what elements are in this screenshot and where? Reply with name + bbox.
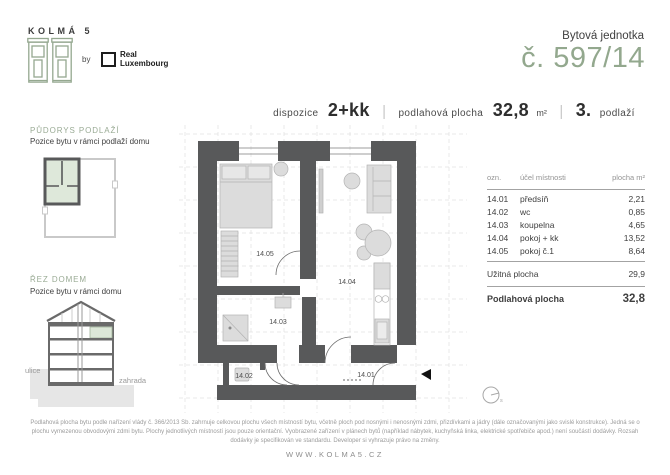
rl-name bbox=[120, 51, 168, 68]
rl-name-line2: Luxembourg bbox=[120, 58, 169, 68]
real-luxembourg-logo bbox=[101, 51, 168, 68]
room-label-1404: 14.04 bbox=[338, 279, 356, 286]
total-area-label: Podlahová plocha bbox=[487, 294, 565, 304]
room-purpose: koupelna bbox=[520, 220, 555, 230]
room-label-1405: 14.05 bbox=[256, 251, 274, 258]
plocha-unit: m² bbox=[536, 108, 547, 118]
usable-area-label: Užitná plocha bbox=[487, 269, 539, 279]
room-purpose: pokoj + kk bbox=[520, 233, 559, 243]
bathroom-sink bbox=[275, 293, 291, 308]
unit-type-label: Bytová jednotka bbox=[562, 30, 644, 42]
sofa bbox=[367, 165, 391, 213]
rl-square-icon bbox=[101, 52, 116, 67]
table-divider bbox=[487, 261, 645, 262]
room-purpose: pokoj č.1 bbox=[520, 246, 555, 256]
separator: | bbox=[559, 103, 564, 120]
table-row bbox=[487, 193, 645, 206]
dispozice-label: dispozice bbox=[273, 108, 319, 119]
room-purpose: wc bbox=[520, 207, 531, 217]
ottoman bbox=[274, 162, 288, 176]
col-code: ozn. bbox=[487, 173, 502, 182]
total-area-row bbox=[487, 290, 645, 305]
room-label-1402: 14.02 bbox=[235, 373, 253, 380]
unit-number: č. 597/14 bbox=[521, 42, 645, 74]
table-row bbox=[487, 219, 645, 232]
room-table bbox=[487, 172, 645, 305]
ulice-label: ulice bbox=[25, 366, 41, 375]
room-code: 14.02 bbox=[487, 207, 509, 217]
room-label-1401: 14.01 bbox=[357, 372, 375, 379]
room-code: 14.04 bbox=[487, 233, 509, 243]
plant bbox=[344, 173, 360, 189]
room-table-header bbox=[487, 172, 645, 184]
col-area: plocha m² bbox=[612, 173, 645, 182]
section-subtitle: Pozice bytu v rámci domu bbox=[30, 287, 122, 296]
shower bbox=[223, 315, 248, 341]
room-code: 14.03 bbox=[487, 220, 509, 230]
room-area: 0,85 bbox=[628, 207, 645, 217]
kitchen-line bbox=[374, 263, 390, 345]
zahrada-label: zahrada bbox=[119, 376, 147, 385]
table-row bbox=[487, 232, 645, 245]
rl-name-line1: Real bbox=[120, 50, 137, 59]
entrance-arrow-icon bbox=[421, 369, 431, 380]
dining-table bbox=[356, 224, 391, 260]
table-divider bbox=[487, 189, 645, 190]
col-purpose: účel místnosti bbox=[520, 173, 566, 182]
usable-area-value: 29,9 bbox=[628, 269, 645, 279]
table-divider bbox=[487, 286, 645, 287]
plocha-value: 32,8 bbox=[492, 100, 529, 120]
north-marker-label: s bbox=[500, 398, 503, 404]
table-row bbox=[487, 206, 645, 219]
floor-position-thumbnail bbox=[42, 155, 120, 241]
doors-icon bbox=[27, 37, 74, 85]
kolma-logo-text: KOLMÁ 5 bbox=[28, 26, 93, 36]
podlazi-value: 3. bbox=[575, 100, 592, 120]
room-area: 4,65 bbox=[628, 220, 645, 230]
room-code: 14.01 bbox=[487, 194, 509, 204]
floor-plan bbox=[177, 123, 510, 415]
plocha-label: podlahová plocha bbox=[398, 108, 484, 119]
floorplan-thumb-title: PŮDORYS PODLAŽÍ bbox=[30, 126, 120, 135]
room-purpose: předsíň bbox=[520, 194, 549, 204]
room-code: 14.05 bbox=[487, 246, 509, 256]
dispozice-value: 2+kk bbox=[327, 100, 370, 120]
section-title: ŘEZ DOMEM bbox=[30, 275, 87, 284]
wardrobe bbox=[221, 231, 238, 277]
tv-board bbox=[319, 169, 323, 213]
building-section-drawing bbox=[22, 293, 147, 408]
total-area-value: 32,8 bbox=[622, 293, 645, 305]
bed bbox=[220, 164, 272, 228]
room-area: 2,21 bbox=[628, 194, 645, 204]
room-label-1403: 14.03 bbox=[269, 319, 287, 326]
usable-area-row bbox=[487, 265, 645, 283]
website-link[interactable]: WWW.KOLMA5.CZ bbox=[286, 450, 384, 459]
north-marker-icon bbox=[483, 387, 503, 404]
podlazi-label: podlaží bbox=[599, 108, 635, 119]
room-area: 13,52 bbox=[623, 233, 645, 243]
by-label: by bbox=[82, 55, 91, 64]
floorplan-thumb-subtitle: Pozice bytu v rámci podlaží domu bbox=[30, 137, 150, 146]
separator: | bbox=[382, 103, 386, 120]
footer-disclaimer: Podlahová plocha bytu podle nařízení vlády č. 366/2013 Sb. zahrnuje celkovou plochu všech místností bytu, včetně ploch pod nosnými i nenosnými zdmi, přizdívkami a jádry (dále označovanými jako svislé konstrukce). Jedná se o plochu vymezenou obvodovými zdmi bytu. Plochy jednotlivých místností jsou pouze orientační. Vyobrazené zařízení v plánech bytů (například nábytek, kuchyňská linka, elektrické spotřebiče apod.) není součástí dodávky. Rozsah dodávky je specifikován ve standardu. Developer si vyhrazuje právo na změny. bbox=[30, 420, 640, 444]
room-area: 8,64 bbox=[628, 246, 645, 256]
summary-bar bbox=[238, 100, 670, 121]
table-row bbox=[487, 245, 645, 258]
